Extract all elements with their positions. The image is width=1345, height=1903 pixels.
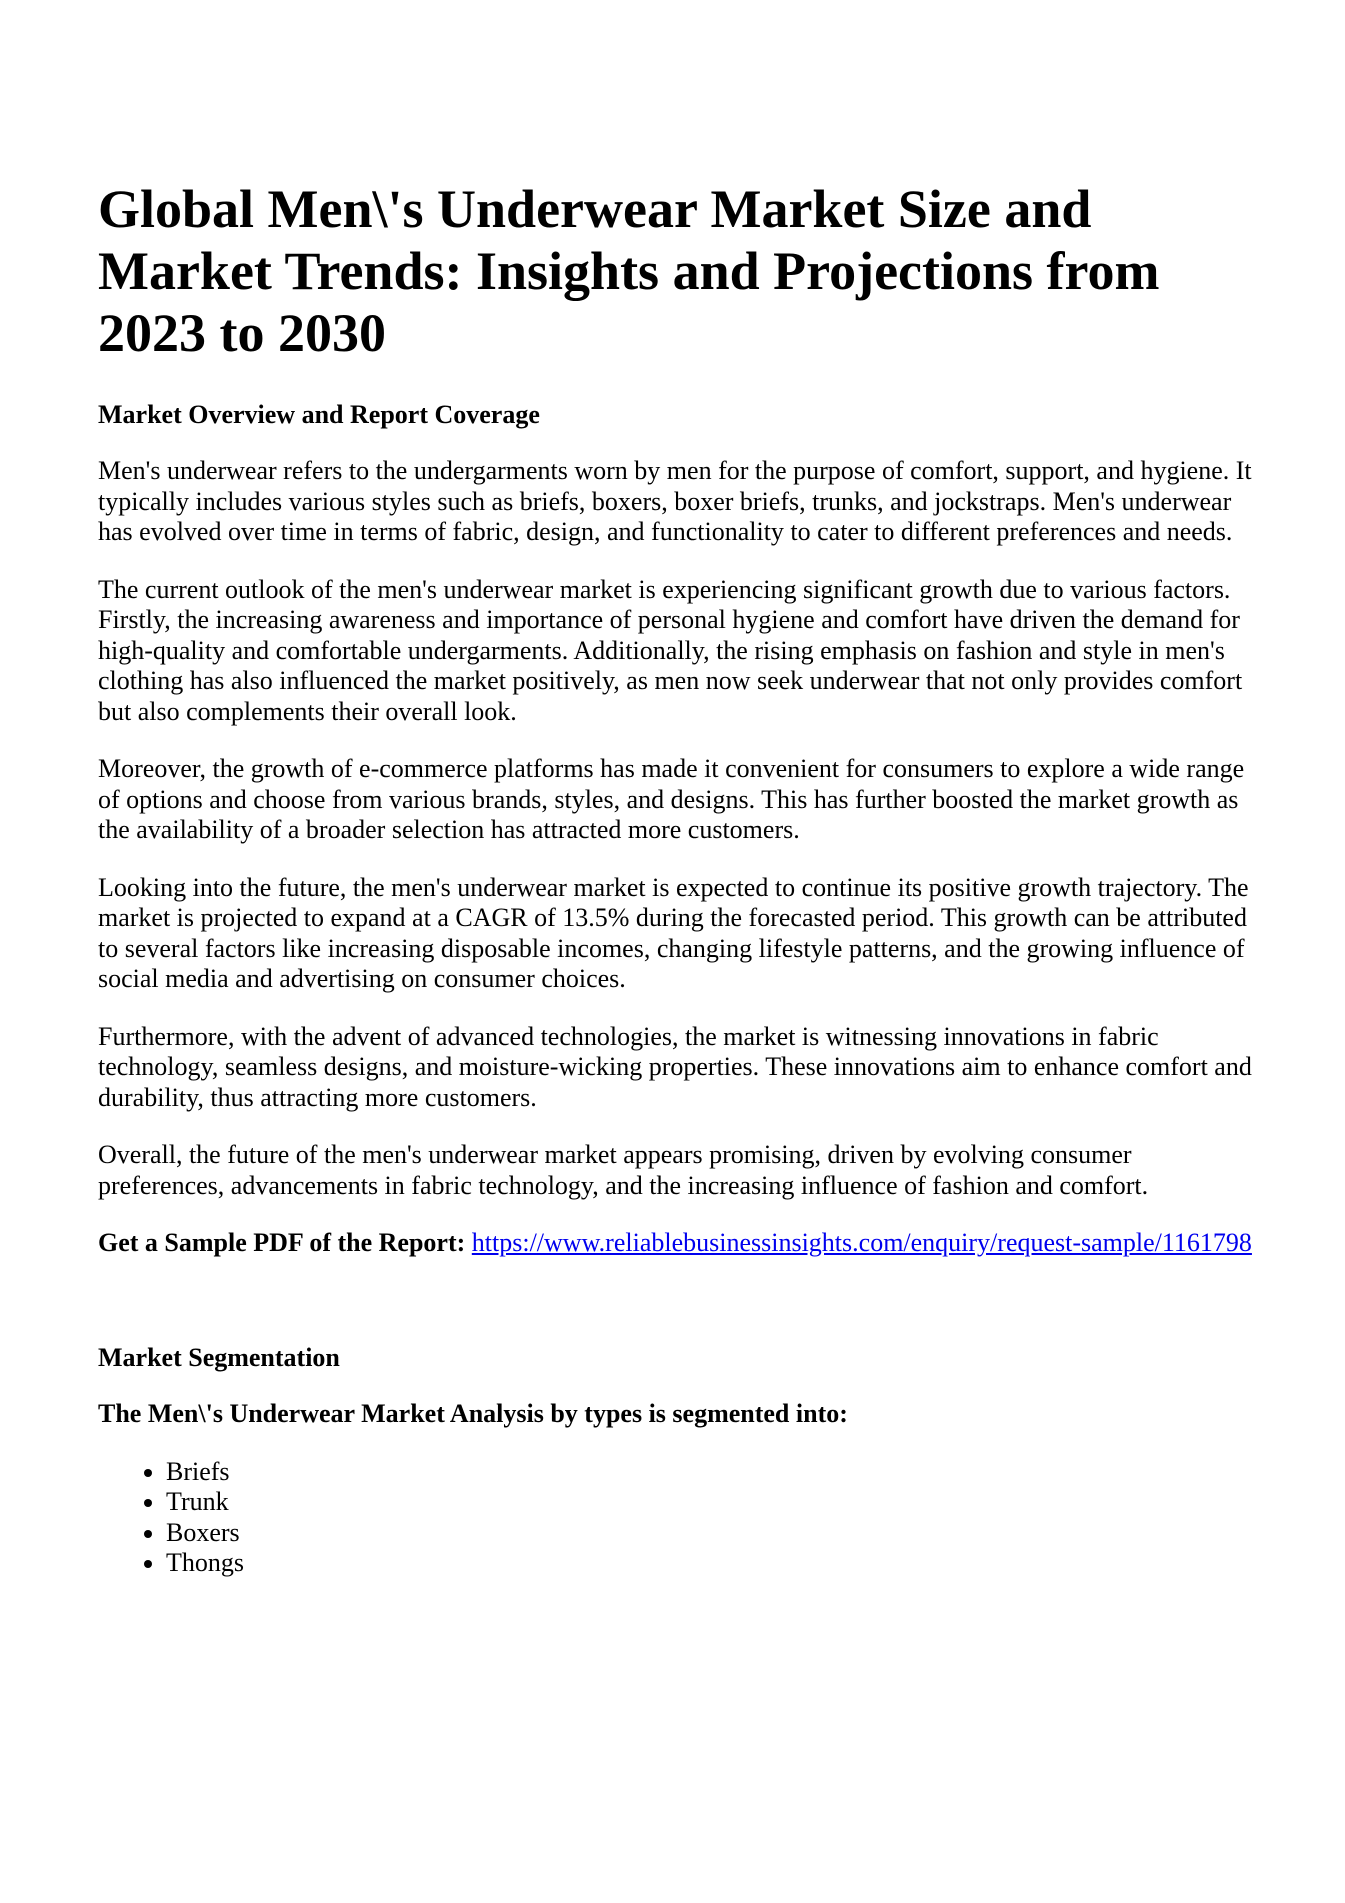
overview-paragraph-1: Men's underwear refers to the undergarments worn by men for the purpose of comfort, support, and hygiene. It typically includes various styles such as briefs, boxers, boxer briefs, trunks, and jockstraps. Men's underwear has evolved over time in terms of fabric, design, and functionality to cater to different preferences and needs.: [98, 456, 1252, 546]
page-title: Global Men\'s Underwear Market Size and Market Trends: Insights and Projections from 2023 to 2030: [98, 179, 1160, 363]
segmentation-heading: Market Segmentation: [98, 1342, 340, 1372]
list-item: • Trunk: [166, 1487, 1258, 1518]
overview-paragraph-4: Looking into the future, the men's underwear market is expected to continue its positive growth trajectory. The market is projected to expand at a CAGR of 13.5% during the forecasted period. This growth can be attributed to several factors like increasing disposable incomes, changing lifestyle patterns, and the growing influence of social media and advertising on consumer choices.: [98, 872, 1249, 993]
overview-paragraph-6: Overall, the future of the men's underwear market appears promising, driven by evolving consumer preferences, advancements in fabric technology, and the increasing influence of fashion and comfort.: [98, 1140, 1149, 1200]
overview-heading: Market Overview and Report Coverage: [98, 400, 540, 429]
list-item: • Boxers: [166, 1518, 1258, 1549]
types-list: [98, 1457, 1258, 1579]
overview-paragraph-3: Moreover, the growth of e-commerce platforms has made it convenient for consumers to explore a wide range of options and choose from various brands, styles, and designs. This has further boosted the market growth as the availability of a broader selection has attracted more customers.: [98, 754, 1245, 844]
sample-pdf-link[interactable]: https://www.reliablebusinessinsights.com/enquiry/request-sample/1161798: [471, 1228, 1252, 1257]
overview-paragraph-2: The current outlook of the men's underwear market is experiencing significant growth due to various factors. Firstly, the increasing awareness and importance of personal hygiene and comfort have driven the demand for high-quality and comfortable undergarments. Additionally, the rising emphasis on fashion and style in men's clothing has also influenced the market positively, as men now seek underwear that not only provides comfort but also complements their overall look.: [98, 574, 1243, 726]
overview-paragraph-5: Furthermore, with the advent of advanced technologies, the market is witnessing innovations in fabric technology, seamless designs, and moisture-wicking properties. These innovations aim to enhance comfort and durability, thus attracting more customers.: [98, 1021, 1252, 1112]
segmentation-types-heading: The Men\'s Underwear Market Analysis by types is segmented into:: [98, 1398, 848, 1428]
list-item: • Briefs: [166, 1457, 1258, 1488]
list-item: • Thongs: [166, 1548, 1258, 1579]
document-page: [98, 178, 1258, 1579]
sample-pdf-paragraph: [98, 1228, 1258, 1259]
sample-pdf-label: Get a Sample PDF of the Report:: [98, 1228, 466, 1257]
